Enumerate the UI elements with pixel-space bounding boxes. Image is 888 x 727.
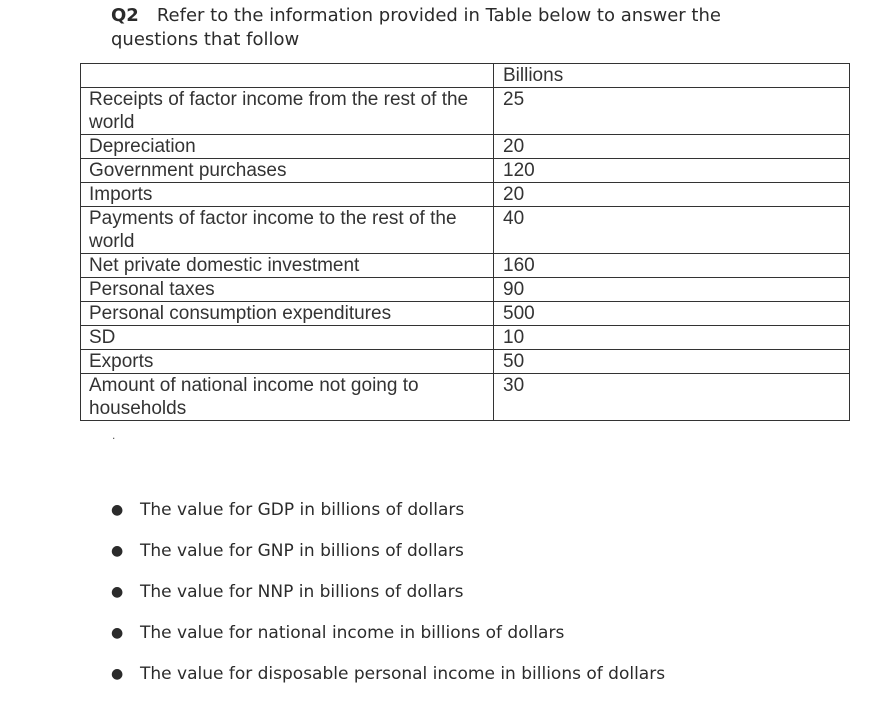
list-item [111, 498, 665, 539]
stray-mark: . [112, 428, 116, 442]
row-label: Imports [81, 183, 494, 207]
task-text: The value for GNP in billions of dollars [140, 541, 464, 561]
table-header-row [81, 64, 850, 88]
table-header-billions: Billions [494, 64, 850, 88]
row-label: Personal consumption expenditures [81, 302, 494, 326]
table-row [81, 278, 850, 302]
question-text-line-2: questions that follow [111, 29, 300, 50]
row-value: 50 [494, 350, 850, 374]
row-label: Net private domestic investment [81, 254, 494, 278]
task-text: The value for national income in billions of dollars [140, 623, 565, 643]
question-text-line-1: Refer to the information provided in Table below to answer the [156, 5, 721, 26]
list-item [111, 662, 665, 703]
table-row [81, 374, 850, 421]
row-value: 90 [494, 278, 850, 302]
row-value: 20 [494, 183, 850, 207]
table-row [81, 254, 850, 278]
row-label: Personal taxes [81, 278, 494, 302]
row-value: 25 [494, 88, 850, 135]
row-value: 20 [494, 135, 850, 159]
list-item [111, 539, 665, 580]
row-value: 30 [494, 374, 850, 421]
row-value: 500 [494, 302, 850, 326]
task-text: The value for GDP in billions of dollars [140, 500, 465, 520]
row-label: Receipts of factor income from the rest of the world [81, 88, 494, 135]
table-header-empty-cell [81, 64, 494, 88]
task-text: The value for disposable personal income in billions of dollars [140, 664, 666, 684]
row-label: Depreciation [81, 135, 494, 159]
question-number: Q2 [111, 5, 139, 26]
row-value: 120 [494, 159, 850, 183]
list-item [111, 580, 665, 621]
bullet-icon: ● [111, 666, 124, 682]
row-label: SD [81, 326, 494, 350]
question-line-1 [111, 4, 811, 28]
row-label: Government purchases [81, 159, 494, 183]
task-list [111, 498, 665, 703]
row-label: Payments of factor income to the rest of the world [81, 207, 494, 254]
bullet-icon: ● [111, 543, 124, 559]
data-table [80, 63, 850, 421]
table-row [81, 302, 850, 326]
table-row [81, 183, 850, 207]
table-row [81, 326, 850, 350]
bullet-icon: ● [111, 502, 124, 518]
question-prompt [111, 4, 811, 52]
list-item [111, 621, 665, 662]
row-value: 10 [494, 326, 850, 350]
table-row [81, 88, 850, 135]
row-label: Exports [81, 350, 494, 374]
bullet-icon: ● [111, 625, 124, 641]
table-row [81, 207, 850, 254]
table-row [81, 350, 850, 374]
row-value: 160 [494, 254, 850, 278]
table-row [81, 159, 850, 183]
task-text: The value for NNP in billions of dollars [140, 582, 464, 602]
row-label: Amount of national income not going to households [81, 374, 494, 421]
table-row [81, 135, 850, 159]
row-value: 40 [494, 207, 850, 254]
bullet-icon: ● [111, 584, 124, 600]
